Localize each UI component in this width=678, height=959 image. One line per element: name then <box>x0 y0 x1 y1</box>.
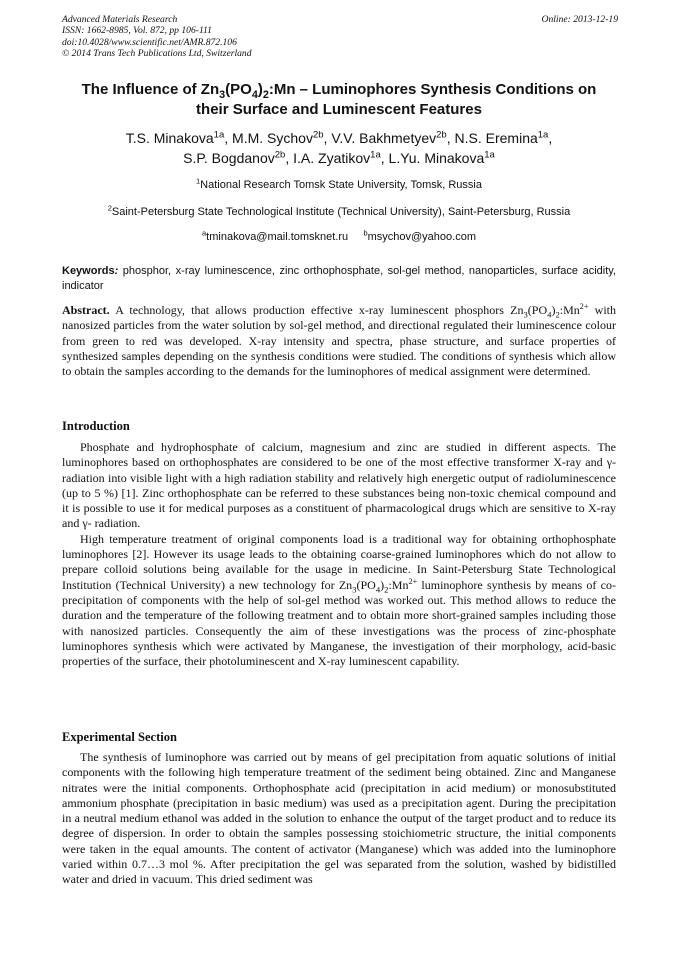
author-name: V.V. Bakhmetyev <box>331 130 437 146</box>
journal-name: Advanced Materials Research <box>62 14 178 25</box>
affiliation-2: $^2$Saint-Petersburg State Technological Institute (Technical University), Saint-Petersburg, Russia <box>107 203 571 218</box>
email-a-link[interactable]: tminakova@mail.tomsknet.ru <box>206 231 349 243</box>
author-name: N.S. Eremina <box>454 130 538 146</box>
affiliation-1: $^1$National Research Tomsk State University, Tomsk, Russia <box>196 176 482 191</box>
paragraph: The synthesis of luminophore was carried out by means of gel precipitation from aquatic solutions of initial components with the following high temperature treatment of the sediment being obtained. Zinc and Manganese nitrates were the initial components. Orthophosphate acid (precipitation in acid medium) or monosubstituted ammonium phosphate (precipitation in basic medium) was used as a precipitation agent. During the precipitation in a neutral medium ethanol was added in the solution to enhance the output of the target product and to reduce its degree of dispersion. In order to obtain the samples possessing stoichiometric structure, the initial components were taken in the equal amounts. The content of activator (Manganese) which was added into the luminophore varied within 0.7…3 mol %. After precipitation the gel was separated from the solution, washed by bidistilled water and dried in vacuum. This dried sediment was <box>62 750 616 887</box>
author-list: T.S. Minakova$^{1a}$, M.M. Sychov$^{2b}$, V.V. Bakhmetyev$^{2b}$, N.S. Eremina$^{1a}$, S.P. Bogdanov$^{2b}$, I.A. Zyatikov$^{1a}$, L.Yu. Minakova$^{1a}$ <box>125 129 553 166</box>
doi-line[interactable]: doi:10.4028/www.scientific.net/AMR.872.106 <box>62 36 237 48</box>
paragraph: High temperature treatment of original components load is a traditional way for obtaining orthophosphate luminophores [2]. However its usage leads to the obtaining coarse-grained luminophores which do not allow to prepare colloid solutions being available for the usage in medicine. In Saint-Petersburg State Technological Institution (Technical University) a new technology for $Zn_3(PO_4)_2:Mn^{2+}$ luminophore synthesis by means of co-precipitation of components with the help of sol-gel method was worked out. This method allows to reduce the duration and the temperature of the following treatment and to obtain more short-grained samples including those with nanosized particles. Consequently the aim of these investigations was the process of zinc-phosphate luminophores synthesis which were activated by Manganese, the investigation of their morphology, acid-basic properties of the surface, their photoluminescent and X-ray luminescent capability. <box>62 531 616 669</box>
introduction-body <box>62 440 616 669</box>
author-name: L.Yu. Minakova <box>388 149 485 166</box>
author-name: I.A. Zyatikov <box>293 149 371 166</box>
author-name: M.M. Sychov <box>232 130 313 146</box>
abstract-label: Abstract. <box>62 303 110 317</box>
keywords-label: Keywords <box>62 265 115 277</box>
section-heading-experimental: Experimental Section <box>62 730 177 744</box>
section-heading-introduction: Introduction <box>62 419 130 433</box>
author-emails: $^a$tminakova@mail.tomsknet.ru $^b$msychov@yahoo.com <box>202 228 476 243</box>
author-name: T.S. Minakova <box>125 130 214 146</box>
keywords-text: phosphor, x-ray luminescence, zinc orthophosphate, sol-gel method, nanoparticles, surface acidity, indicator <box>62 265 616 292</box>
experimental-body <box>62 750 616 888</box>
online-date: Online: 2013-12-19 <box>541 14 618 25</box>
issn-line: ISSN: 1662-8985, Vol. 872, pp 106-111 <box>62 25 212 37</box>
email-b-link[interactable]: msychov@yahoo.com <box>367 231 476 243</box>
keywords: Keywords: phosphor, x-ray luminescence, zinc orthophosphate, sol-gel method, nanoparticles, surface acidity, indicator <box>62 265 616 292</box>
journal-header <box>62 14 618 59</box>
copyright-line: © 2014 Trans Tech Publications Ltd, Switzerland <box>62 47 252 59</box>
paragraph: Phosphate and hydrophosphate of calcium, magnesium and zinc are studied in different aspects. The luminophores based on orthophosphates are considered to be one of the most effective transformer X-ray and γ- radiation into visible light with a high radiation stability and relatively high energetic output of radioluminescence (up to 5 %) [1]. Zinc orthophosphate can be referred to these substances being non-toxic chemical compound and it is possible to use it for medical purposes as a constituent of pharmacological drugs which are sensitive to X-ray and γ- radiation. <box>62 440 616 531</box>
abstract: Abstract. A technology, that allows production effective x-ray luminescent phosphors $Zn_3(PO_4)_2:Mn^{2+}$ with nanosized particles from the water solution by sol-gel method, and directional regulated their luminescence colour from green to red was developed. X-ray intensity and spectra, phase structure, and surface properties of synthesized samples depending on the synthesis conditions were studied. The conditions of synthesis which allow to obtain the samples according to the demands for the luminophores of medical assignment were determined. <box>62 302 616 379</box>
author-name: S.P. Bogdanov <box>183 149 275 166</box>
paper-title: The Influence of $Zn_3(PO_4)_2:Mn$ – Luminophores Synthesis Conditions on their Surface and Luminescent Features <box>81 81 597 118</box>
